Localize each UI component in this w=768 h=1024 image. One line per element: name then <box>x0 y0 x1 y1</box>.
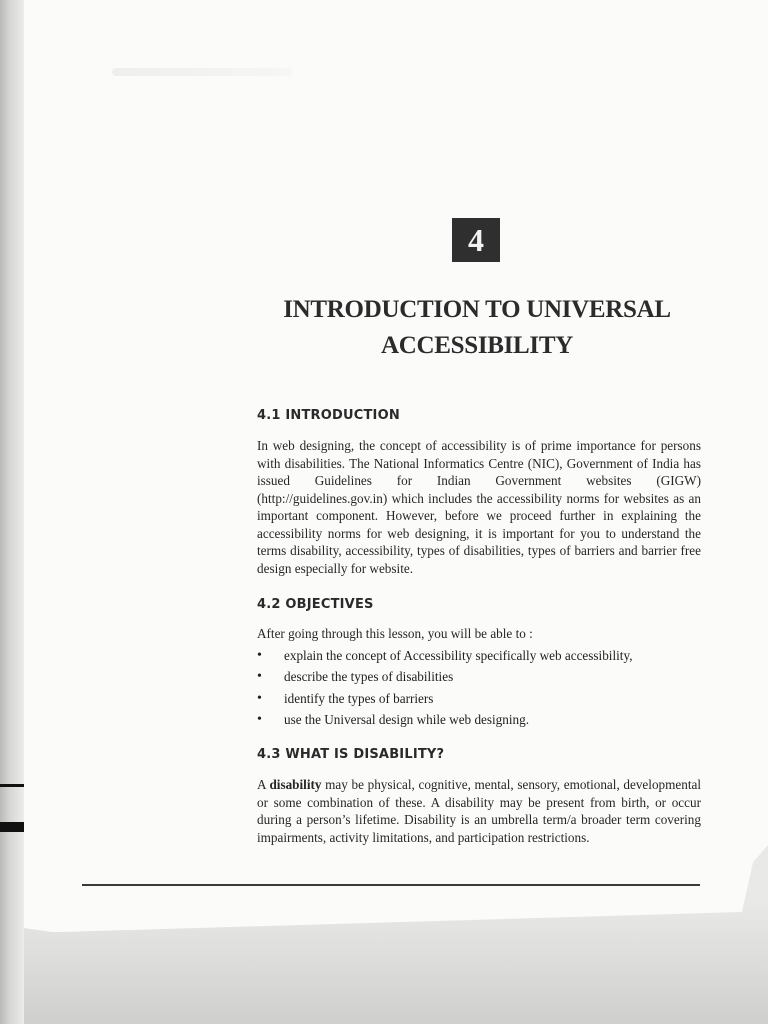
section-introduction <box>257 408 701 577</box>
paragraph-text: may be physical, cognitive, mental, sensory, emotional, developmental or some combination of these. A disability may be present from birth, or occur during a person’s lifetime. Disability is an umbrella term/a broader term covering impairments, activity limitations, and participation restrictions. <box>257 777 702 845</box>
list-item: • use the Universal design while web designing. <box>257 709 701 731</box>
section-heading: 4.2 OBJECTIVES <box>257 597 374 612</box>
section-heading: 4.1 INTRODUCTION <box>257 408 400 423</box>
objectives-intro: After going through this lesson, you will be able to : <box>257 626 533 641</box>
footer-rule <box>82 884 700 886</box>
section-what-is-disability <box>257 747 701 846</box>
chapter-title <box>260 292 694 364</box>
objectives-list <box>257 645 701 731</box>
list-item: • describe the types of disabilities <box>257 666 701 688</box>
page-binding-shadow <box>0 0 24 1024</box>
faint-header-bleed <box>112 68 292 76</box>
section-heading: 4.3 WHAT IS DISABILITY? <box>257 747 445 762</box>
list-item: • identify the types of barriers <box>257 688 701 710</box>
list-item: • explain the concept of Accessibility specifically web accessibility, <box>257 645 701 667</box>
chapter-number-badge: 4 <box>452 218 500 262</box>
paragraph-prefix: A <box>257 777 266 792</box>
section-objectives <box>257 597 701 731</box>
chapter-title-line-2: ACCESSIBILITY <box>380 332 573 359</box>
disability-paragraph <box>257 776 701 846</box>
bold-term: disability <box>269 777 322 792</box>
intro-paragraph: In web designing, the concept of accessibility is of prime importance for persons with disabilities. The National Informatics Centre (NIC), Government of India has issued Guidelines for Indian Government websites (GIGW) (http://guidelines.gov.in) which includes the accessibility norms for websites as an important component. However, before we proceed further in explaining the accessibility norms for web designing, it is important for you to understand the terms disability, accessibility, types of disabilities, types of barriers and barrier free design especially for website. <box>257 438 701 576</box>
chapter-title-line-1: INTRODUCTION TO UNIVERSAL <box>283 296 671 323</box>
